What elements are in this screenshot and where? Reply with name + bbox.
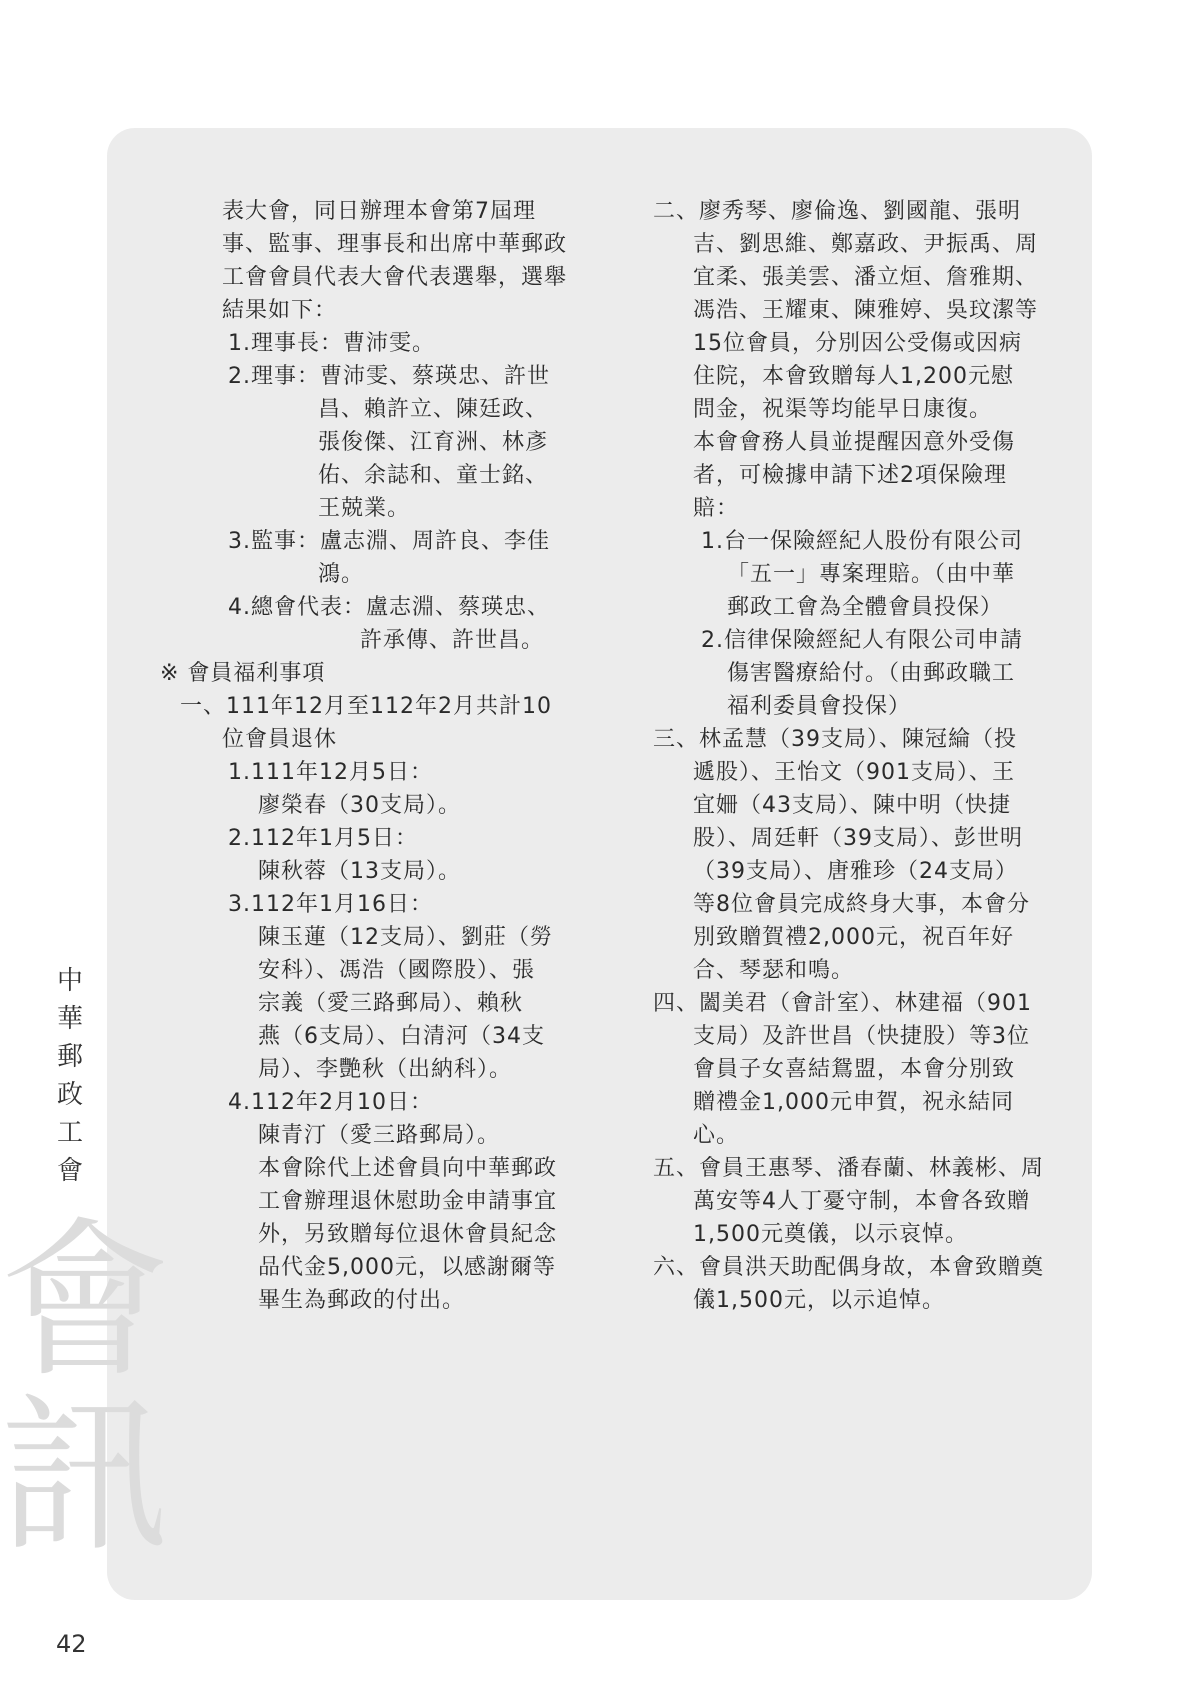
right-text-line: 六、會員洪天助配偶身故，本會致贈奠: [653, 1255, 1045, 1280]
left-text-line: 陳玉蓮（12支局）、劉莊（勞: [258, 925, 553, 950]
left-text-line: 廖榮春（30支局）。: [258, 793, 461, 818]
right-text-line: 15位會員，分別因公受傷或因病: [693, 331, 1022, 356]
left-text-line: 陳秋蓉（13支局）。: [258, 859, 461, 884]
left-text-line: 畢生為郵政的付出。: [258, 1288, 466, 1313]
right-text-line: 傷害醫療給付。（由郵政職工: [727, 661, 1016, 686]
left-text-line: 2.112年1月5日：: [228, 826, 418, 851]
side-title: [50, 962, 90, 1190]
right-text-line: 1,500元奠儀，以示哀悼。: [693, 1222, 968, 1247]
right-text-line: 宜姍（43支局）、陳中明（快捷: [693, 793, 1011, 818]
right-text-line: 贈禮金1,000元申賀，祝永結同: [693, 1090, 1014, 1115]
left-text-line: 王兢業。: [318, 496, 411, 521]
right-text-line: 1.台一保險經紀人股份有限公司: [701, 529, 1023, 554]
right-text-line: 賠：: [693, 496, 740, 521]
left-text-line: 佑、余誌和、童士銘、: [318, 463, 549, 488]
left-text-line: 4.112年2月10日：: [228, 1090, 433, 1115]
side-title-char: 工: [56, 1118, 83, 1148]
left-text-line: 外，另致贈每位退休會員紀念: [258, 1222, 558, 1247]
side-title-char: 政: [56, 1080, 83, 1110]
right-text-line: 五、會員王惠琴、潘春蘭、林義彬、周: [653, 1156, 1045, 1181]
left-text-line: 鴻。: [318, 562, 365, 587]
side-title-char: 會: [56, 1156, 83, 1186]
left-text-line: 本會除代上述會員向中華郵政: [258, 1156, 558, 1181]
watermark-char-2: 訊: [0, 1378, 171, 1576]
right-text-line: 二、廖秀琴、廖倫逸、劉國龍、張明: [653, 199, 1022, 224]
side-title-char: 華: [56, 1004, 83, 1034]
side-title-char: 郵: [56, 1042, 83, 1072]
right-text-line: 別致贈賀禮2,000元，祝百年好: [693, 925, 1014, 950]
left-text-line: 一、111年12月至112年2月共計10: [180, 694, 552, 719]
right-text-line: 2.信律保險經紀人有限公司申請: [701, 628, 1023, 653]
right-text-line: 三、林孟慧（39支局）、陳冠綸（投: [653, 727, 1017, 752]
left-text-line: 張俊傑、江育洲、林彥: [318, 430, 549, 455]
right-column: [653, 195, 1063, 1317]
right-text-line: 郵政工會為全體會員投保）: [727, 595, 1004, 620]
left-text-line: 燕（6支局）、白清河（34支: [258, 1024, 545, 1049]
right-text-line: 支局）及許世昌（快捷股）等3位: [693, 1024, 1030, 1049]
side-title-char: 中: [56, 966, 83, 996]
right-text-line: 合、琴瑟和鳴。: [693, 958, 855, 983]
page-number: 42: [56, 1630, 87, 1658]
watermark-char-1: 會: [0, 1203, 171, 1401]
right-text-line: 問金，祝渠等均能早日康復。: [693, 397, 993, 422]
left-text-line: 昌、賴許立、陳廷政、: [318, 397, 549, 422]
right-text-line: 股）、周廷軒（39支局）、彭世明: [693, 826, 1023, 851]
left-text-line: 2.理事：曹沛雯、蔡瑛忠、許世: [228, 364, 550, 389]
left-text-line: 品代金5,000元，以感謝爾等: [258, 1255, 556, 1280]
left-text-line: 位會員退休: [222, 727, 338, 752]
left-text-line: 安科）、馮浩（國際股）、張: [258, 958, 536, 983]
left-text-line: 1.111年12月5日：: [228, 760, 433, 785]
right-text-line: 住院，本會致贈每人1,200元慰: [693, 364, 1014, 389]
left-text-line: 表大會，同日辦理本會第7屆理: [222, 199, 536, 224]
right-text-line: 吉、劉思維、鄭嘉政、尹振禹、周: [693, 232, 1039, 257]
left-text-line: 工會會員代表大會代表選舉，選舉: [222, 265, 568, 290]
left-text-line: 宗義（愛三路郵局）、賴秋: [258, 991, 524, 1016]
left-text-line: 陳青汀（愛三路郵局）。: [258, 1123, 501, 1148]
right-text-line: （39支局）、唐雅珍（24支局）: [693, 859, 1018, 884]
right-text-line: 心。: [693, 1123, 740, 1148]
right-text-line: 本會會務人員並提醒因意外受傷: [693, 430, 1016, 455]
right-text-line: 「五一」專案理賠。（由中華: [727, 562, 1016, 587]
right-text-line: 福利委員會投保）: [727, 694, 912, 719]
right-text-line: 等8位會員完成終身大事，本會分: [693, 892, 1030, 917]
left-text-line: 事、監事、理事長和出席中華郵政: [222, 232, 568, 257]
left-text-line: 局）、李艷秋（出納科）。: [258, 1057, 513, 1082]
right-text-line: 四、闔美君（會計室）、林建福（901: [653, 991, 1032, 1016]
right-text-line: 馮浩、王耀東、陳雅婷、吳玟潔等: [693, 298, 1039, 323]
left-text-line: 1.理事長：曹沛雯。: [228, 331, 435, 356]
left-text-line: 許承傳、許世昌。: [360, 628, 545, 653]
right-text-line: 遞股）、王怡文（901支局）、王: [693, 760, 1015, 785]
left-text-line: 3.監事：盧志淵、周許良、李佳: [228, 529, 550, 554]
left-text-line: 4.總會代表：盧志淵、蔡瑛忠、: [228, 595, 550, 620]
left-column: [160, 195, 600, 1317]
left-text-line: 結果如下：: [222, 298, 338, 323]
left-text-line: 工會辦理退休慰助金申請事宜: [258, 1189, 558, 1214]
right-text-line: 萬安等4人丁憂守制，本會各致贈: [693, 1189, 1030, 1214]
left-text-line: ※ 會員福利事項: [160, 661, 326, 686]
right-text-line: 會員子女喜結鴛盟，本會分別致: [693, 1057, 1016, 1082]
left-text-line: 3.112年1月16日：: [228, 892, 433, 917]
right-text-line: 儀1,500元，以示追悼。: [693, 1288, 945, 1313]
right-text-line: 宜柔、張美雲、潘立烜、詹雅期、: [693, 265, 1039, 290]
right-text-line: 者，可檢據申請下述2項保險理: [693, 463, 1007, 488]
